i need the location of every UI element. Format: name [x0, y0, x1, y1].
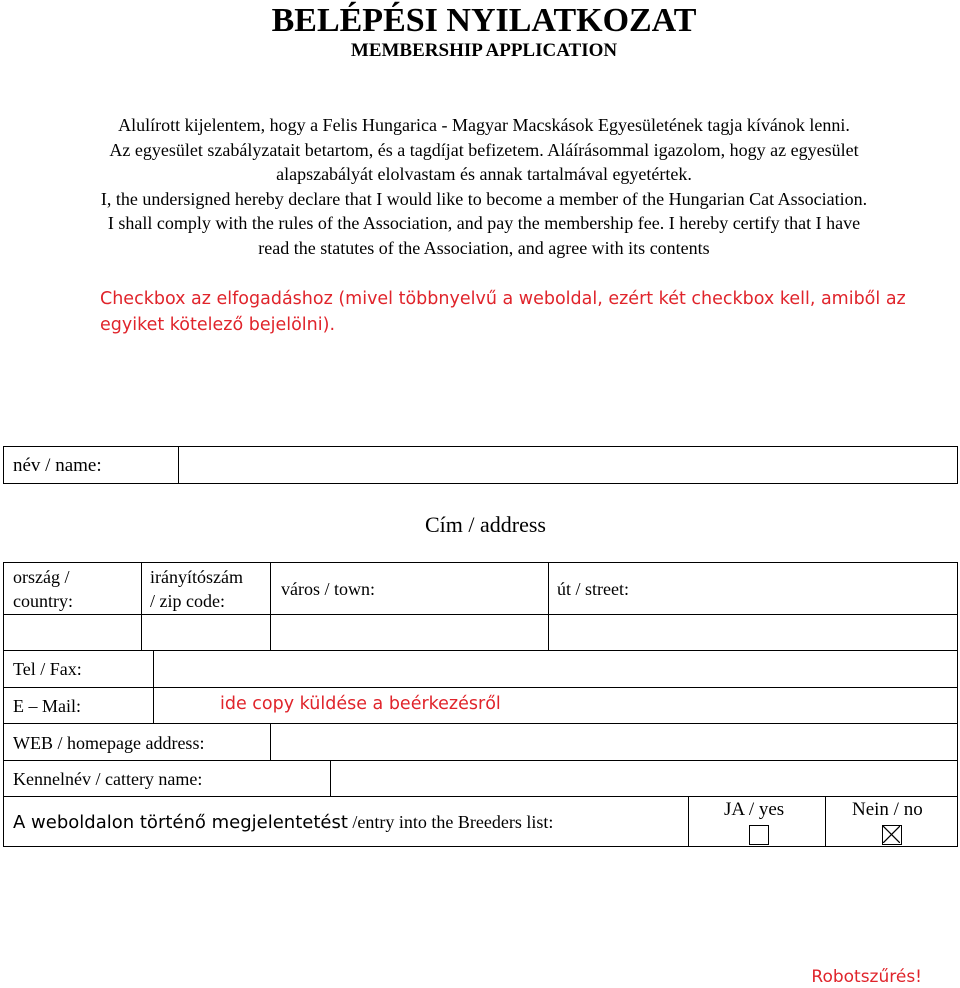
city-label: város / town: — [281, 579, 375, 599]
yes-label: JA / yes — [724, 799, 785, 820]
page-title: BELÉPÉSI NYILATKOZAT — [271, 2, 697, 39]
zip-label-en: / zip code: — [150, 591, 225, 611]
page-subtitle: MEMBERSHIP APPLICATION — [350, 40, 618, 61]
email-label: E – Mail: — [13, 696, 81, 716]
street-label: út / street: — [557, 579, 629, 599]
no-checkbox[interactable] — [882, 825, 902, 845]
checked-x-icon — [883, 826, 900, 843]
declaration-line: I shall comply with the rules of the Association, and pay the membership fee. I hereby certify that I have — [107, 213, 861, 234]
breeders-label-en: /entry into the Breeders list: — [352, 812, 554, 832]
kennel-label: Kennelnév / cattery name: — [13, 769, 203, 789]
country-label-en: country: — [13, 591, 73, 611]
declaration-text — [0, 113, 960, 261]
web-label: WEB / homepage address: — [13, 733, 205, 753]
web-field[interactable] — [270, 723, 958, 761]
declaration-line: Az egyesület szabályzatait betartom, és a tagdíjat befizetem. Aláírásommal igazolom, hogy az egyesület — [109, 139, 859, 160]
tel-field[interactable] — [153, 650, 958, 688]
country-label: ország / — [13, 567, 70, 587]
declaration-line: alapszabályát elolvastam és annak tartalmával egyetértek. — [276, 164, 692, 185]
zip-field[interactable] — [141, 614, 271, 651]
city-field[interactable] — [270, 614, 549, 651]
zip-label: irányítószám — [150, 567, 243, 587]
yes-checkbox[interactable] — [749, 825, 769, 845]
robot-filter-label: Robotszűrés! — [811, 967, 922, 987]
declaration-line: I, the undersigned hereby declare that I would like to become a member of the Hungarian Cat Association. — [100, 188, 868, 209]
street-field[interactable] — [548, 614, 958, 651]
name-field[interactable] — [178, 446, 958, 484]
declaration-line: Alulírott kijelentem, hogy a Felis Hungarica - Magyar Macskások Egyesületének tagja kívánok lenni. — [118, 115, 850, 135]
kennel-field[interactable] — [330, 760, 958, 797]
checkbox-note: Checkbox az elfogadáshoz (mivel többnyelvű a weboldal, ezért két checkbox kell, amiből az egyiket kötelező bejelölni). — [100, 289, 906, 335]
tel-label: Tel / Fax: — [13, 659, 82, 679]
breeders-label-hu: A weboldalon történő megjelentetést — [13, 812, 348, 833]
name-label: név / name: — [13, 455, 102, 476]
declaration-line: read the statutes of the Association, and agree with its contents — [258, 237, 710, 258]
email-note: ide copy küldése a beérkezésről — [220, 694, 501, 714]
no-label: Nein / no — [852, 799, 923, 820]
address-heading: Cím / address — [425, 512, 546, 537]
country-field[interactable] — [3, 614, 142, 651]
